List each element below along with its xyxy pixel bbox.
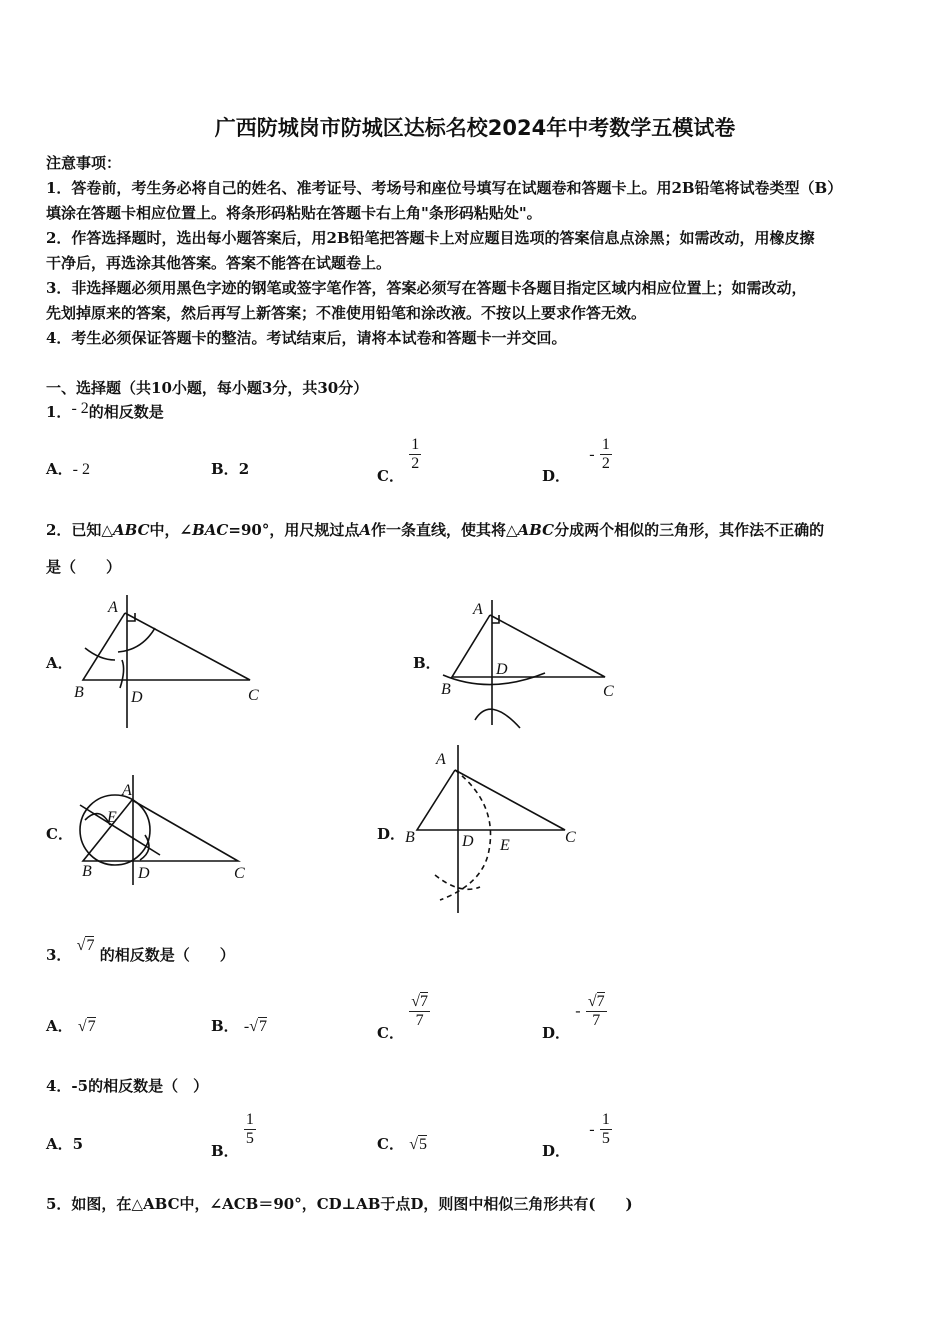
page-title: 广西防城岗市防城区达标名校2024年中考数学五模试卷 bbox=[214, 116, 736, 140]
figure-b bbox=[435, 590, 635, 735]
sqrt-expression: √7 bbox=[76, 937, 95, 954]
option-d[interactable]: D． - $\frac{1}{5}$ bbox=[542, 1111, 610, 1160]
label-c: C bbox=[565, 829, 576, 846]
question-3: 3． √7 的相反数是（ ） bbox=[46, 937, 235, 964]
option-d[interactable] bbox=[542, 436, 612, 485]
sqrt-expression: √7 bbox=[249, 1018, 268, 1035]
option-label: C． bbox=[377, 466, 404, 485]
option-c[interactable]: C． √5 bbox=[377, 1135, 427, 1153]
label-e: E bbox=[107, 809, 117, 826]
notice-line: 先划掉原来的答案，然后再写上新答案；不准使用铅笔和涂改液。不按以上要求作答无效。 bbox=[46, 304, 647, 322]
label-d: D bbox=[462, 833, 474, 850]
option-d[interactable]: D． bbox=[377, 825, 406, 843]
label-d: D bbox=[138, 865, 150, 882]
option-value: 2 bbox=[238, 460, 250, 478]
label-d: D bbox=[131, 689, 143, 706]
notice-line: 2．作答选择题时，选出每小题答案后，用2B铅笔把答题卡上对应题目选项的答案信息点涂黑；如需改动，用橡皮擦 bbox=[46, 229, 815, 247]
sqrt-expression: √5 bbox=[409, 1136, 427, 1153]
fraction: $\frac{1}{2}$ bbox=[411, 436, 420, 472]
label-b: B bbox=[441, 681, 451, 698]
question-1 bbox=[46, 401, 164, 422]
fraction: $\frac{1}{5}$ bbox=[245, 1111, 254, 1147]
option-b[interactable]: B． -√7 bbox=[211, 1017, 268, 1035]
option-c[interactable]: C． $\frac{√7}{7}$ bbox=[377, 993, 428, 1042]
label-a: A bbox=[473, 601, 483, 618]
option-a[interactable] bbox=[46, 458, 90, 479]
label-a: A bbox=[436, 751, 446, 768]
fraction: $\frac{√7}{7}$ bbox=[587, 993, 605, 1029]
option-label: B． bbox=[211, 460, 239, 478]
notice-heading: 注意事项： bbox=[46, 154, 122, 172]
figure-a bbox=[70, 590, 280, 735]
option-a[interactable]: A．5 bbox=[46, 1135, 84, 1153]
fraction: $\frac{1}{2}$ bbox=[601, 436, 610, 472]
notice-line: 4．考生必须保证答题卡的整洁。考试结束后，请将本试卷和答题卡一并交回。 bbox=[46, 329, 567, 347]
option-c[interactable]: C． bbox=[46, 825, 73, 843]
option-label: A． bbox=[46, 460, 73, 478]
figure-c bbox=[70, 775, 270, 915]
option-a[interactable]: A． √7 bbox=[46, 1017, 96, 1035]
option-b[interactable] bbox=[211, 458, 249, 479]
label-c: C bbox=[248, 687, 259, 704]
option-b[interactable]: B． $\frac{1}{5}$ bbox=[211, 1111, 254, 1160]
fraction: $\frac{1}{5}$ bbox=[601, 1111, 610, 1147]
option-a[interactable]: A． bbox=[46, 654, 73, 672]
question-4: 4．-5的相反数是（ ） bbox=[46, 1077, 209, 1095]
option-label: D． bbox=[542, 466, 571, 485]
figure-d bbox=[400, 745, 600, 920]
option-value: - 2 bbox=[72, 461, 90, 478]
sqrt-expression: √7 bbox=[77, 1018, 96, 1035]
option-d[interactable]: D． - $\frac{√7}{7}$ bbox=[542, 993, 605, 1042]
label-c: C bbox=[234, 865, 245, 882]
label-d: D bbox=[496, 661, 508, 678]
option-c[interactable] bbox=[377, 436, 421, 485]
question-2: 2．已知△ABC中，∠BAC=90°，用尺规过点A作一条直线，使其将△ABC分成两个相似的三角形，其作法不正确的 bbox=[46, 521, 825, 539]
option-b[interactable]: B． bbox=[413, 654, 441, 672]
question-5: 5．如图，在△ABC中，∠ACB＝90°，CD⊥AB于点D，则图中相似三角形共有( ) bbox=[46, 1195, 633, 1213]
label-e: E bbox=[500, 837, 510, 854]
notice-line: 干净后，再选涂其他答案。答案不能答在试题卷上。 bbox=[46, 254, 392, 272]
label-c: C bbox=[603, 683, 614, 700]
question-2-line2: 是（ ） bbox=[46, 558, 122, 576]
question-text: 的相反数是 bbox=[88, 403, 164, 421]
label-b: B bbox=[82, 863, 92, 880]
fraction: $\frac{√7}{7}$ bbox=[411, 993, 428, 1029]
label-a: A bbox=[122, 782, 132, 799]
minus-sign: - bbox=[589, 445, 595, 463]
notice-line: 1．答卷前，考生务必将自己的姓名、准考证号、考场号和座位号填写在试题卷和答题卡上。用2B铅笔将试卷类型（B） bbox=[46, 179, 843, 197]
notice-line: 填涂在答题卡相应位置上。将条形码粘贴在答题卡右上角"条形码粘贴处"。 bbox=[46, 204, 542, 222]
label-b: B bbox=[405, 829, 415, 846]
section-heading: 一、选择题（共10小题，每小题3分，共30分） bbox=[46, 379, 369, 397]
question-number: 1． bbox=[46, 403, 72, 421]
label-b: B bbox=[74, 684, 84, 701]
question-expression: - 2 bbox=[71, 400, 89, 417]
label-a: A bbox=[108, 599, 118, 616]
notice-line: 3．非选择题必须用黑色字迹的钢笔或签字笔作答，答案必须写在答题卡各题目指定区域内相应位置上；如需改动， bbox=[46, 279, 807, 297]
